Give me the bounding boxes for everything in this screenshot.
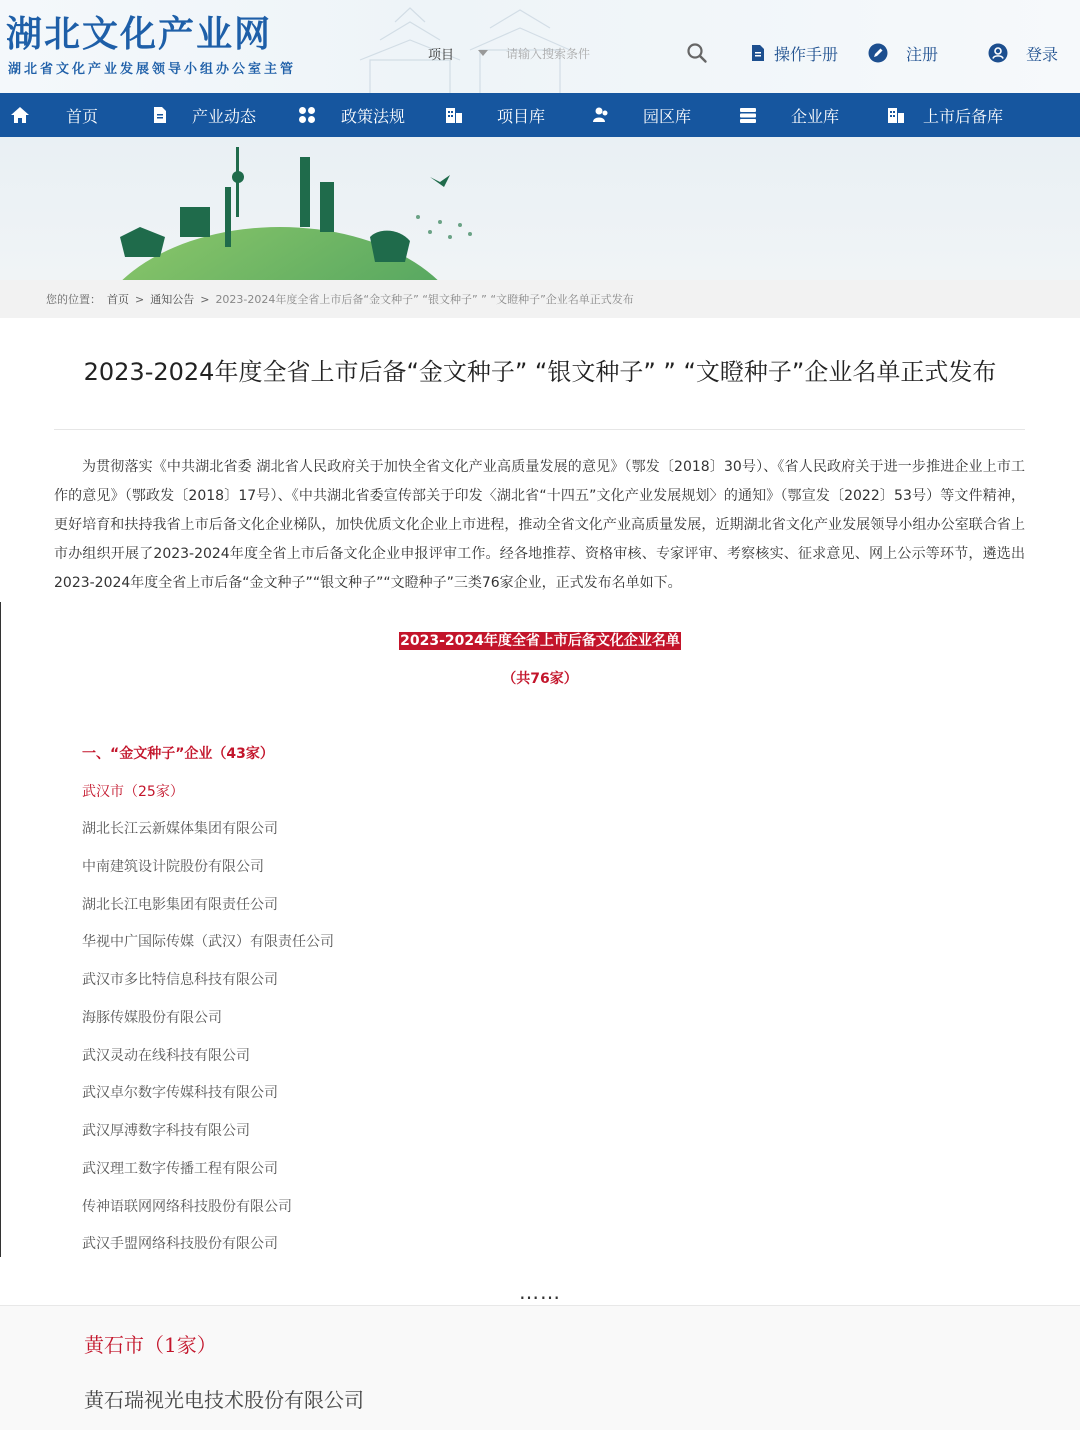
title-divider: [54, 429, 1025, 430]
nav-item-label: 园区库: [643, 106, 692, 126]
breadcrumb-home-link[interactable]: 首页: [107, 293, 129, 306]
list-item: 武汉灵动在线科技有限公司: [82, 1047, 250, 1064]
nav-item-policy[interactable]: [297, 93, 405, 137]
nav-item-label: 上市后备库: [923, 106, 1004, 126]
list-title: [0, 630, 1080, 650]
list-count: （共76家）: [502, 671, 578, 687]
nav-item-label: 政策法规: [341, 106, 406, 126]
register-link[interactable]: [868, 40, 938, 66]
list-item: 湖北长江电影集团有限责任公司: [82, 896, 278, 913]
nav-item-home[interactable]: [10, 93, 98, 137]
search-input[interactable]: [504, 40, 678, 68]
nav-item-listing-reserve[interactable]: [886, 93, 1003, 137]
building-icon: [886, 105, 906, 125]
stack-icon: [738, 105, 758, 125]
breadcrumb-section-link[interactable]: 通知公告: [150, 293, 195, 306]
content-left-border: [0, 602, 1, 1257]
login-link-label: 登录: [1026, 44, 1059, 64]
site-logo-title[interactable]: 湖北文化产业网: [6, 14, 273, 55]
search-icon[interactable]: [686, 42, 708, 64]
breadcrumb: [0, 280, 1080, 318]
list-item: 海豚传媒股份有限公司: [82, 1009, 222, 1026]
nav-item-label: 企业库: [791, 106, 840, 126]
nav-item-enterprises[interactable]: [738, 93, 839, 137]
list-item: 中南建筑设计院股份有限公司: [82, 858, 264, 875]
list-item: 武汉市多比特信息科技有限公司: [82, 972, 278, 988]
list-item: 华视中广国际传媒（武汉）有限责任公司: [82, 934, 334, 951]
company-list: [82, 819, 334, 1272]
manual-link-label: 操作手册: [774, 44, 839, 64]
people-icon: [591, 105, 611, 125]
register-link-label: 注册: [906, 44, 939, 64]
nav-item-label: 首页: [66, 106, 99, 126]
city-heading: 黄石市（1家）: [84, 1333, 217, 1357]
main-nav: [0, 93, 1080, 137]
manual-link[interactable]: [748, 40, 838, 66]
building-icon: [444, 105, 464, 125]
ellipsis: ……: [519, 1280, 561, 1304]
globe-skyline-illustration: [0, 137, 1080, 280]
list-item: 湖北长江云新媒体集团有限公司: [82, 821, 278, 837]
nav-item-label: 产业动态: [192, 106, 257, 126]
breadcrumb-separator: >: [135, 292, 145, 306]
breadcrumb-current: 2023-2024年度全省上市后备“金文种子” “银文种子” ” “文瞪种子”企业名单正式发布: [215, 293, 634, 306]
pen-icon: [868, 43, 888, 63]
list-item: 武汉理工数字传播工程有限公司: [82, 1160, 278, 1177]
site-logo-subtitle: 湖北省文化产业发展领导小组办公室主管: [8, 62, 297, 77]
site-header: [0, 0, 1080, 93]
manual-icon: [748, 43, 768, 63]
list-item: 传神语联网网络科技股份有限公司: [82, 1198, 292, 1215]
banner-image: [0, 137, 1080, 280]
city-heading: 武汉市（25家）: [82, 784, 184, 800]
article-intro-paragraph: 为贯彻落实《中共湖北省委 湖北省人民政府关于加快全省文化产业高质量发展的意见》（鄂发〔2018〕30号）、《省人民政府关于进一步推进企业上市工作的意见》（鄂政发〔2018〕17号）、《中共湖北省委宣传部关于印发〈湖北省“十四五”文化产业发展规划〉的通知》（鄂宣发〔2022〕53号）等文件精神，更好培育和扶持我省上市后备文化企业梯队，加快优质文化企业上市进程，推动全省文化产业高质量发展，近期湖北省文化产业发展领导小组办公室联合省上市办组织开展了2023-2024年度全省上市后备文化企业申报评审工作。经各地推荐、资格审核、专家评审、考察核实、征求意见、网上公示等环节，遴选出2023-2024年度全省上市后备“金文种子”“银文种子”“文瞪种子”三类76家企业，正式发布名单如下。: [54, 459, 1025, 591]
list-item: 武汉厚溥数字科技有限公司: [82, 1123, 250, 1139]
login-link[interactable]: [988, 40, 1058, 66]
list-title-text: 2023-2024年度全省上市后备文化企业名单: [400, 633, 680, 649]
section-heading: 一、“金文种子”企业（43家）: [82, 746, 274, 762]
nav-item-parks[interactable]: [591, 93, 691, 137]
breadcrumb-prefix: 您的位置：: [46, 293, 101, 306]
nav-item-label: 项目库: [497, 106, 546, 126]
search-scope-select[interactable]: [428, 42, 500, 64]
nav-item-industry-news[interactable]: [150, 93, 256, 137]
document-icon: [150, 105, 170, 125]
nav-item-projects[interactable]: [444, 93, 545, 137]
grid-icon: [297, 105, 317, 125]
list-item: 武汉手盟网络科技股份有限公司: [82, 1236, 278, 1253]
chevron-down-icon: [478, 50, 488, 56]
search-scope-value: 项目: [428, 47, 455, 63]
breadcrumb-separator: >: [200, 292, 210, 306]
user-icon: [988, 43, 1008, 63]
list-item: 武汉卓尔数字传媒科技有限公司: [82, 1085, 278, 1102]
list-item: 黄石瑞视光电技术股份有限公司: [84, 1388, 364, 1412]
home-icon: [10, 105, 30, 125]
article-title: 2023-2024年度全省上市后备“金文种子” “银文种子” ” “文瞪种子”企业名单正式发布: [83, 358, 997, 386]
